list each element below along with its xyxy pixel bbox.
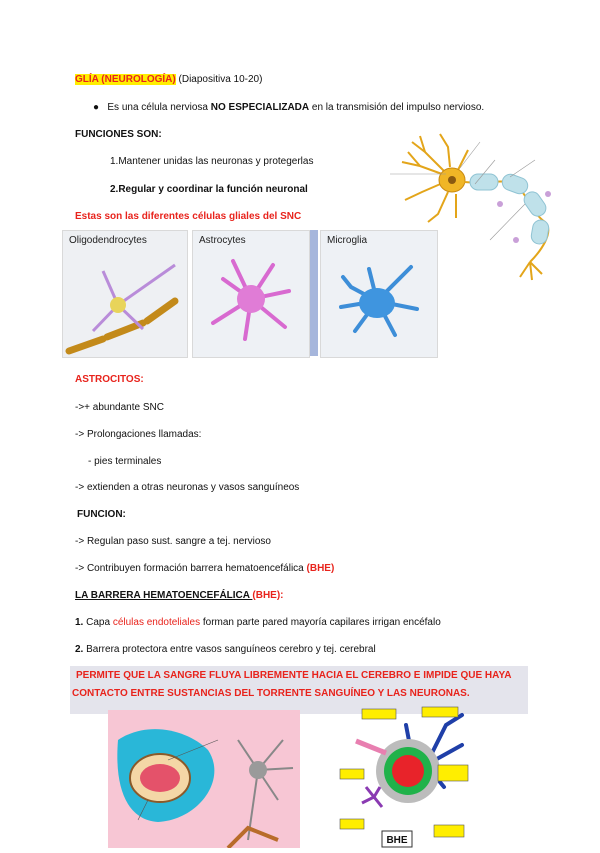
page-title [75,74,262,85]
title-glia: GLÍA (NEUROLOGÍA) [75,74,176,85]
bhe-item-1-pre: Capa [83,617,113,628]
bhe-item-1-red: células endoteliales [112,617,201,628]
bbb-diagram-left [108,710,300,848]
bullet-line [93,102,484,113]
bhe-item-2 [75,644,376,655]
bhe-item-2-num: 2. [75,644,84,655]
funciones-heading: FUNCIONES SON: [75,129,162,140]
oligodendrocyte-icon [63,231,187,357]
oligodendrocyte-image [62,230,188,358]
bhe-item-1 [75,617,441,628]
bhe-item-1-num: 1. [75,617,84,628]
bbb-label: BHE [386,835,408,846]
astrocitos-line-2: -> Prolongaciones llamadas: [75,429,202,440]
microglia-image [320,230,438,358]
astro-label: Astrocytes [199,235,246,246]
astrocitos-line-4: -> extienden a otras neuronas y vasos sanguíneos [75,482,300,493]
banner-line-2: CONTACTO ENTRE SUSTANCIAS DEL TORRENTE SANGUÍNEO Y LAS NEURONAS. [72,688,470,699]
bullet-dot: ● [93,102,108,113]
bhe-item-2-text: Barrera protectora entre vasos sanguíneos cerebro y tej. cerebral [83,644,376,655]
astrocyte-icon [193,231,309,357]
astrocyte-image [192,230,310,358]
bbb-right-illustration [336,705,478,848]
funciones-item-1: 1.Mantener unidas las neuronas y protegerlas [110,156,314,167]
bbb-diagram-right [336,705,478,848]
oligo-label: Oligodendrocytes [69,235,147,246]
bhe-heading-text: LA BARRERA HEMATOENCEFÁLICA [75,590,253,601]
title-slides: (Diapositiva 10-20) [178,74,263,85]
astrocitos-line-3: - pies terminales [88,456,162,467]
glial-heading: Estas son las diferentes células gliales del SNC [75,211,302,222]
bhe-heading-abbrev: (BHE): [252,590,284,601]
bhe-item-1-post: forman parte pared mayoría capilares irrigan encéfalo [200,617,441,628]
bullet-post: en la transmisión del impulso nervioso. [309,102,485,113]
funcion-line-2-text: -> Contribuyen formación barrera hematoencefálica [75,563,307,574]
bbb-left-illustration [108,710,300,848]
funcion-line-1: -> Regulan paso sust. sangre a tej. nervioso [75,536,271,547]
funcion-line-2 [75,563,334,574]
astrocitos-line-1: ->+ abundante SNC [75,402,164,413]
microglia-icon [321,231,437,357]
funcion-heading: FUNCION: [77,509,126,520]
banner-line-1: PERMITE QUE LA SANGRE FLUYA LIBREMENTE HACIA EL CEREBRO E IMPIDE QUE HAYA [76,670,512,681]
bullet-pre: Es una célula nerviosa [107,102,211,113]
bhe-heading [75,590,284,601]
funcion-line-2-bhe: (BHE) [306,563,335,574]
bullet-bold: NO ESPECIALIZADA [210,102,310,113]
funciones-item-2: 2.Regular y coordinar la función neuronal [110,184,308,195]
image-divider [310,230,318,356]
astrocitos-heading: ASTROCITOS: [75,374,144,385]
micro-label: Microglia [327,235,368,246]
